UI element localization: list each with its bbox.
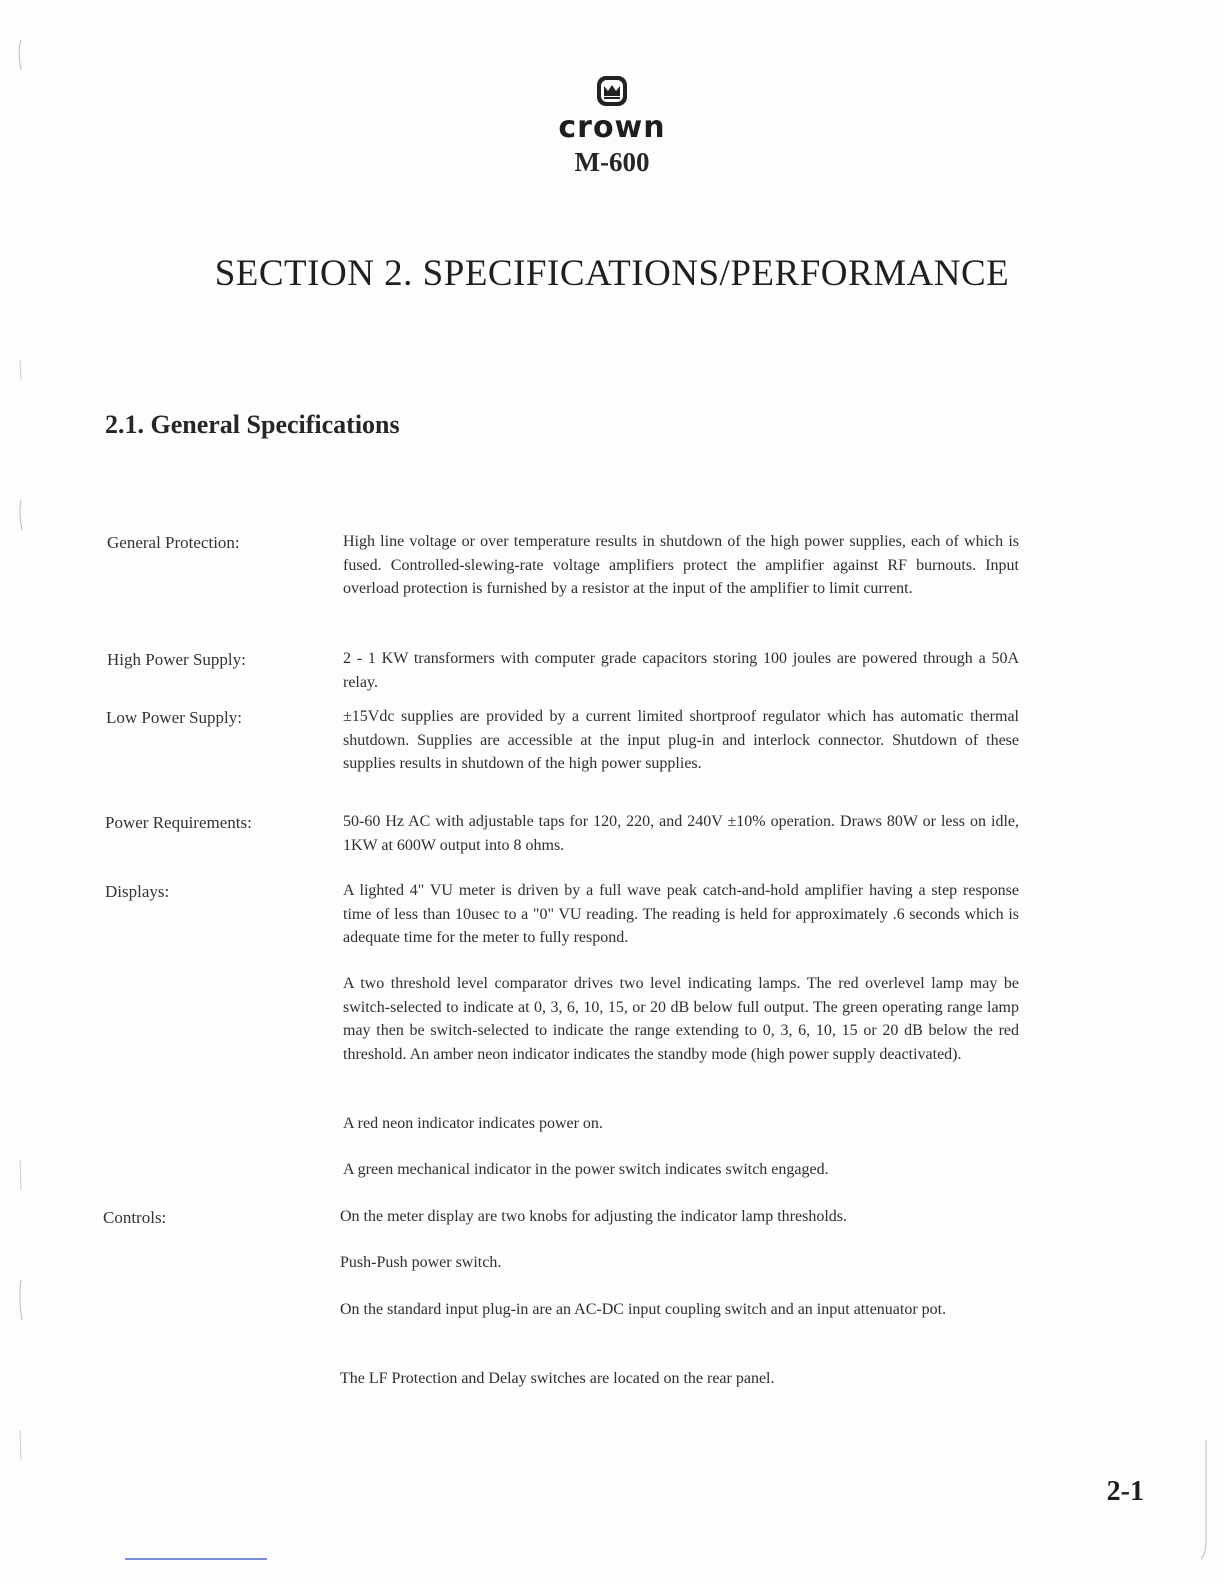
spec-label-low-power-supply: Low Power Supply: xyxy=(106,708,242,727)
spec-text-high-power-supply: 2 - 1 KW transformers with computer grade capacitors storing 100 joules are powered through a 50A relay. xyxy=(343,650,1019,691)
brand-name: crown xyxy=(558,110,666,145)
spec-label-displays: Displays: xyxy=(105,882,170,901)
subsection-heading: 2.1. General Specifications xyxy=(105,410,400,439)
spec-label-power-requirements: Power Requirements: xyxy=(105,813,252,832)
spec-text-low-power-supply: ±15Vdc supplies are provided by a current limited shortproof regulator which has automatic thermal shutdown. Supplies are accessible at the input plug-in and interlock connector. Shutdown of these supplies results in shutdown of the high power supplies. xyxy=(343,708,1019,772)
spec-text-controls-input-plugin: On the standard input plug-in are an AC-DC input coupling switch and an input attenuator pot. xyxy=(340,1301,947,1318)
spec-text-power-requirements: 50-60 Hz AC with adjustable taps for 120, 220, and 240V ±10% operation. Draws 80W or less on idle, 1KW at 600W output into 8 ohms. xyxy=(343,813,1019,854)
section-title: SECTION 2. SPECIFICATIONS/PERFORMANCE xyxy=(214,253,1010,294)
crown-logo-icon xyxy=(595,74,629,108)
spec-text-displays-green-indicator: A green mechanical indicator in the power switch indicates switch engaged. xyxy=(343,1161,829,1178)
document-header xyxy=(0,74,1224,179)
spec-label-controls: Controls: xyxy=(103,1208,167,1227)
spec-text-displays-comparator: A two threshold level comparator drives two level indicating lamps. The red overlevel lamp may be switch-selected to indicate at 0, 3, 6, 10, 15, or 20 dB below full output. The green operating range lamp may then be switch-selected to indicate the range extending to 0, 3, 6, 10, 15 or 20 dB below the red threshold. An amber neon indicator indicates the standby mode (high power supply deactivated). xyxy=(343,975,1019,1063)
spec-text-general-protection: High line voltage or over temperature results in shutdown of the high power supplies, each of which is fused. Controlled-slewing-rate voltage amplifiers protect the amplifier against RF burnouts. Input overload protection is furnished by a resistor at the input of the amplifier to limit current. xyxy=(343,533,1019,597)
spec-text-controls-power-switch: Push-Push power switch. xyxy=(340,1254,502,1271)
scan-edge-marks-right xyxy=(1200,1440,1210,1560)
footer-rule xyxy=(125,1558,267,1560)
spec-text-displays-vu-meter: A lighted 4" VU meter is driven by a full wave peak catch-and-hold amplifier having a step response time of less than 10usec to a "0" VU reading. The reading is held for approximately .6 seconds which is adequate time for the meter to fully respond. xyxy=(343,882,1019,946)
page-number: 2-1 xyxy=(1106,1476,1144,1507)
model-number: M-600 xyxy=(574,147,650,177)
spec-label-high-power-supply: High Power Supply: xyxy=(107,650,246,669)
spec-text-controls-rear-panel: The LF Protection and Delay switches are located on the rear panel. xyxy=(340,1370,775,1387)
spec-text-displays-red-neon: A red neon indicator indicates power on. xyxy=(343,1115,603,1132)
spec-label-general-protection: General Protection: xyxy=(107,533,240,552)
spec-text-controls-knobs: On the meter display are two knobs for adjusting the indicator lamp thresholds. xyxy=(340,1208,847,1225)
